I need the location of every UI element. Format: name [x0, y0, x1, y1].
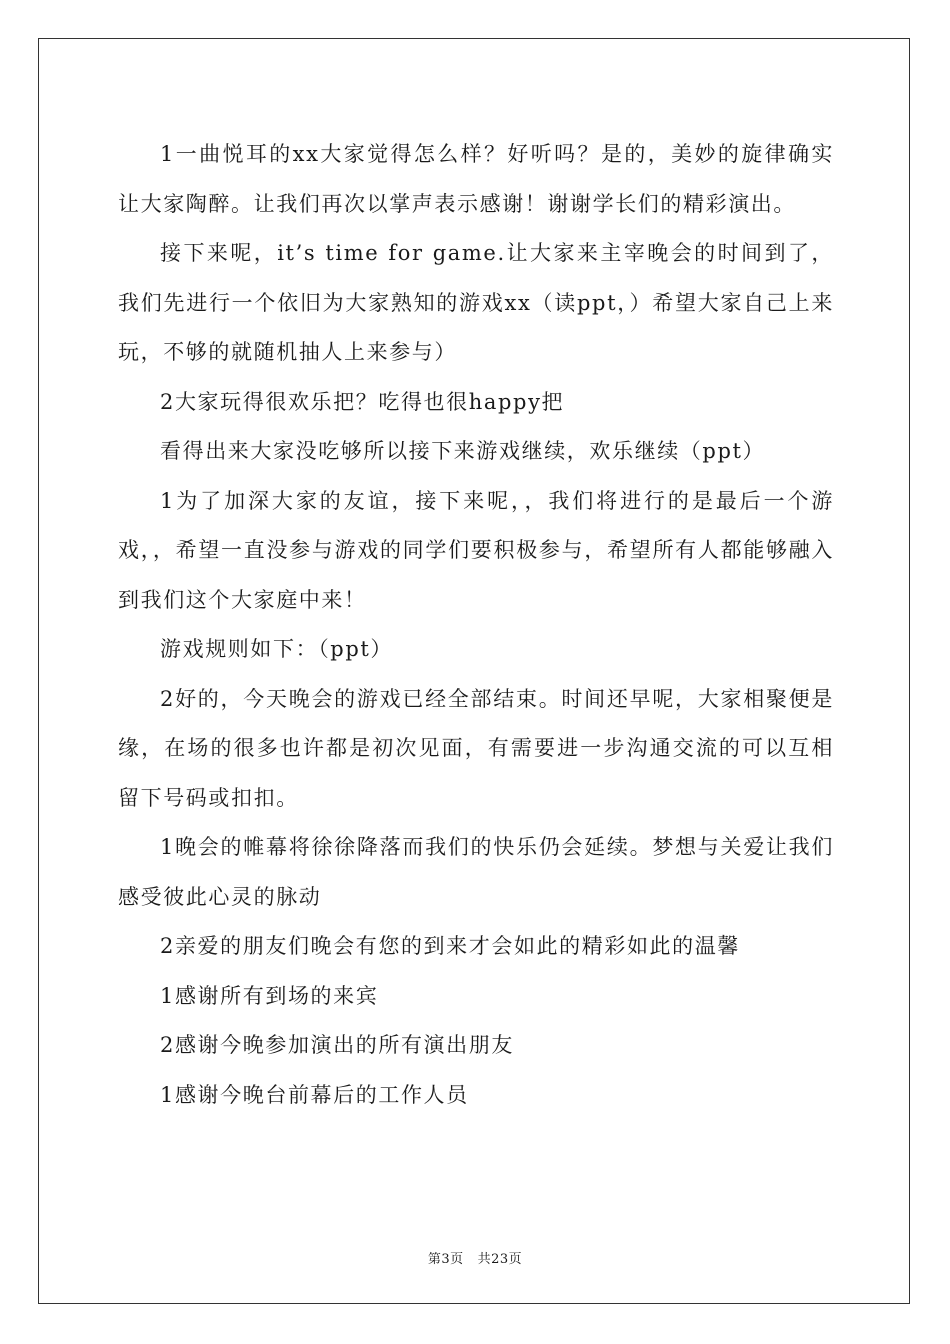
page-footer [0, 1248, 950, 1267]
paragraph-1: 1一曲悦耳的xx大家觉得怎么样？好听吗？是的，美妙的旋律确实让大家陶醉。让我们再次以掌声表示感谢！谢谢学长们的精彩演出。 [118, 142, 834, 216]
paragraph-6: 游戏规则如下：（ppt） [160, 637, 394, 661]
paragraph-8: 1晚会的帷幕将徐徐降落而我们的快乐仍会延续。梦想与关爱让我们感受彼此心灵的脉动 [118, 835, 834, 909]
paragraph-11: 2感谢今晚参加演出的所有演出朋友 [160, 1033, 514, 1057]
paragraph-10: 1感谢所有到场的来宾 [160, 983, 379, 1008]
page-number-total: 共23页 [477, 1252, 523, 1267]
paragraph-5: 1为了加深大家的友谊，接下来呢，，我们将进行的是最后一个游戏，，希望一直没参与游戏的同学们要积极参与，希望所有人都能够融入到我们这个大家庭中来！ [118, 488, 834, 612]
paragraph-7: 2好的，今天晚会的游戏已经全部结束。时间还早呢，大家相聚便是缘，在场的很多也许都是初次见面，有需要进一步沟通交流的可以互相留下号码或扣扣。 [118, 686, 834, 810]
paragraph-3: 2大家玩得很欢乐把？吃得也很happy把 [160, 389, 565, 414]
page-number-current: 第3页 [427, 1252, 464, 1267]
paragraph-2: 接下来呢，it’s time for game.让大家来主宰晚会的时间到了，我们先进行一个依旧为大家熟知的游戏xx（读ppt，）希望大家自己上来玩，不够的就随机抽人上来参与） [118, 241, 834, 364]
paragraph-4: 看得出来大家没吃够所以接下来游戏继续，欢乐继续（ppt） [160, 439, 766, 463]
document-body [118, 130, 834, 1120]
paragraph-9: 2亲爱的朋友们晚会有您的到来才会如此的精彩如此的温馨 [160, 934, 740, 958]
paragraph-12: 1感谢今晚台前幕后的工作人员 [160, 1082, 469, 1107]
